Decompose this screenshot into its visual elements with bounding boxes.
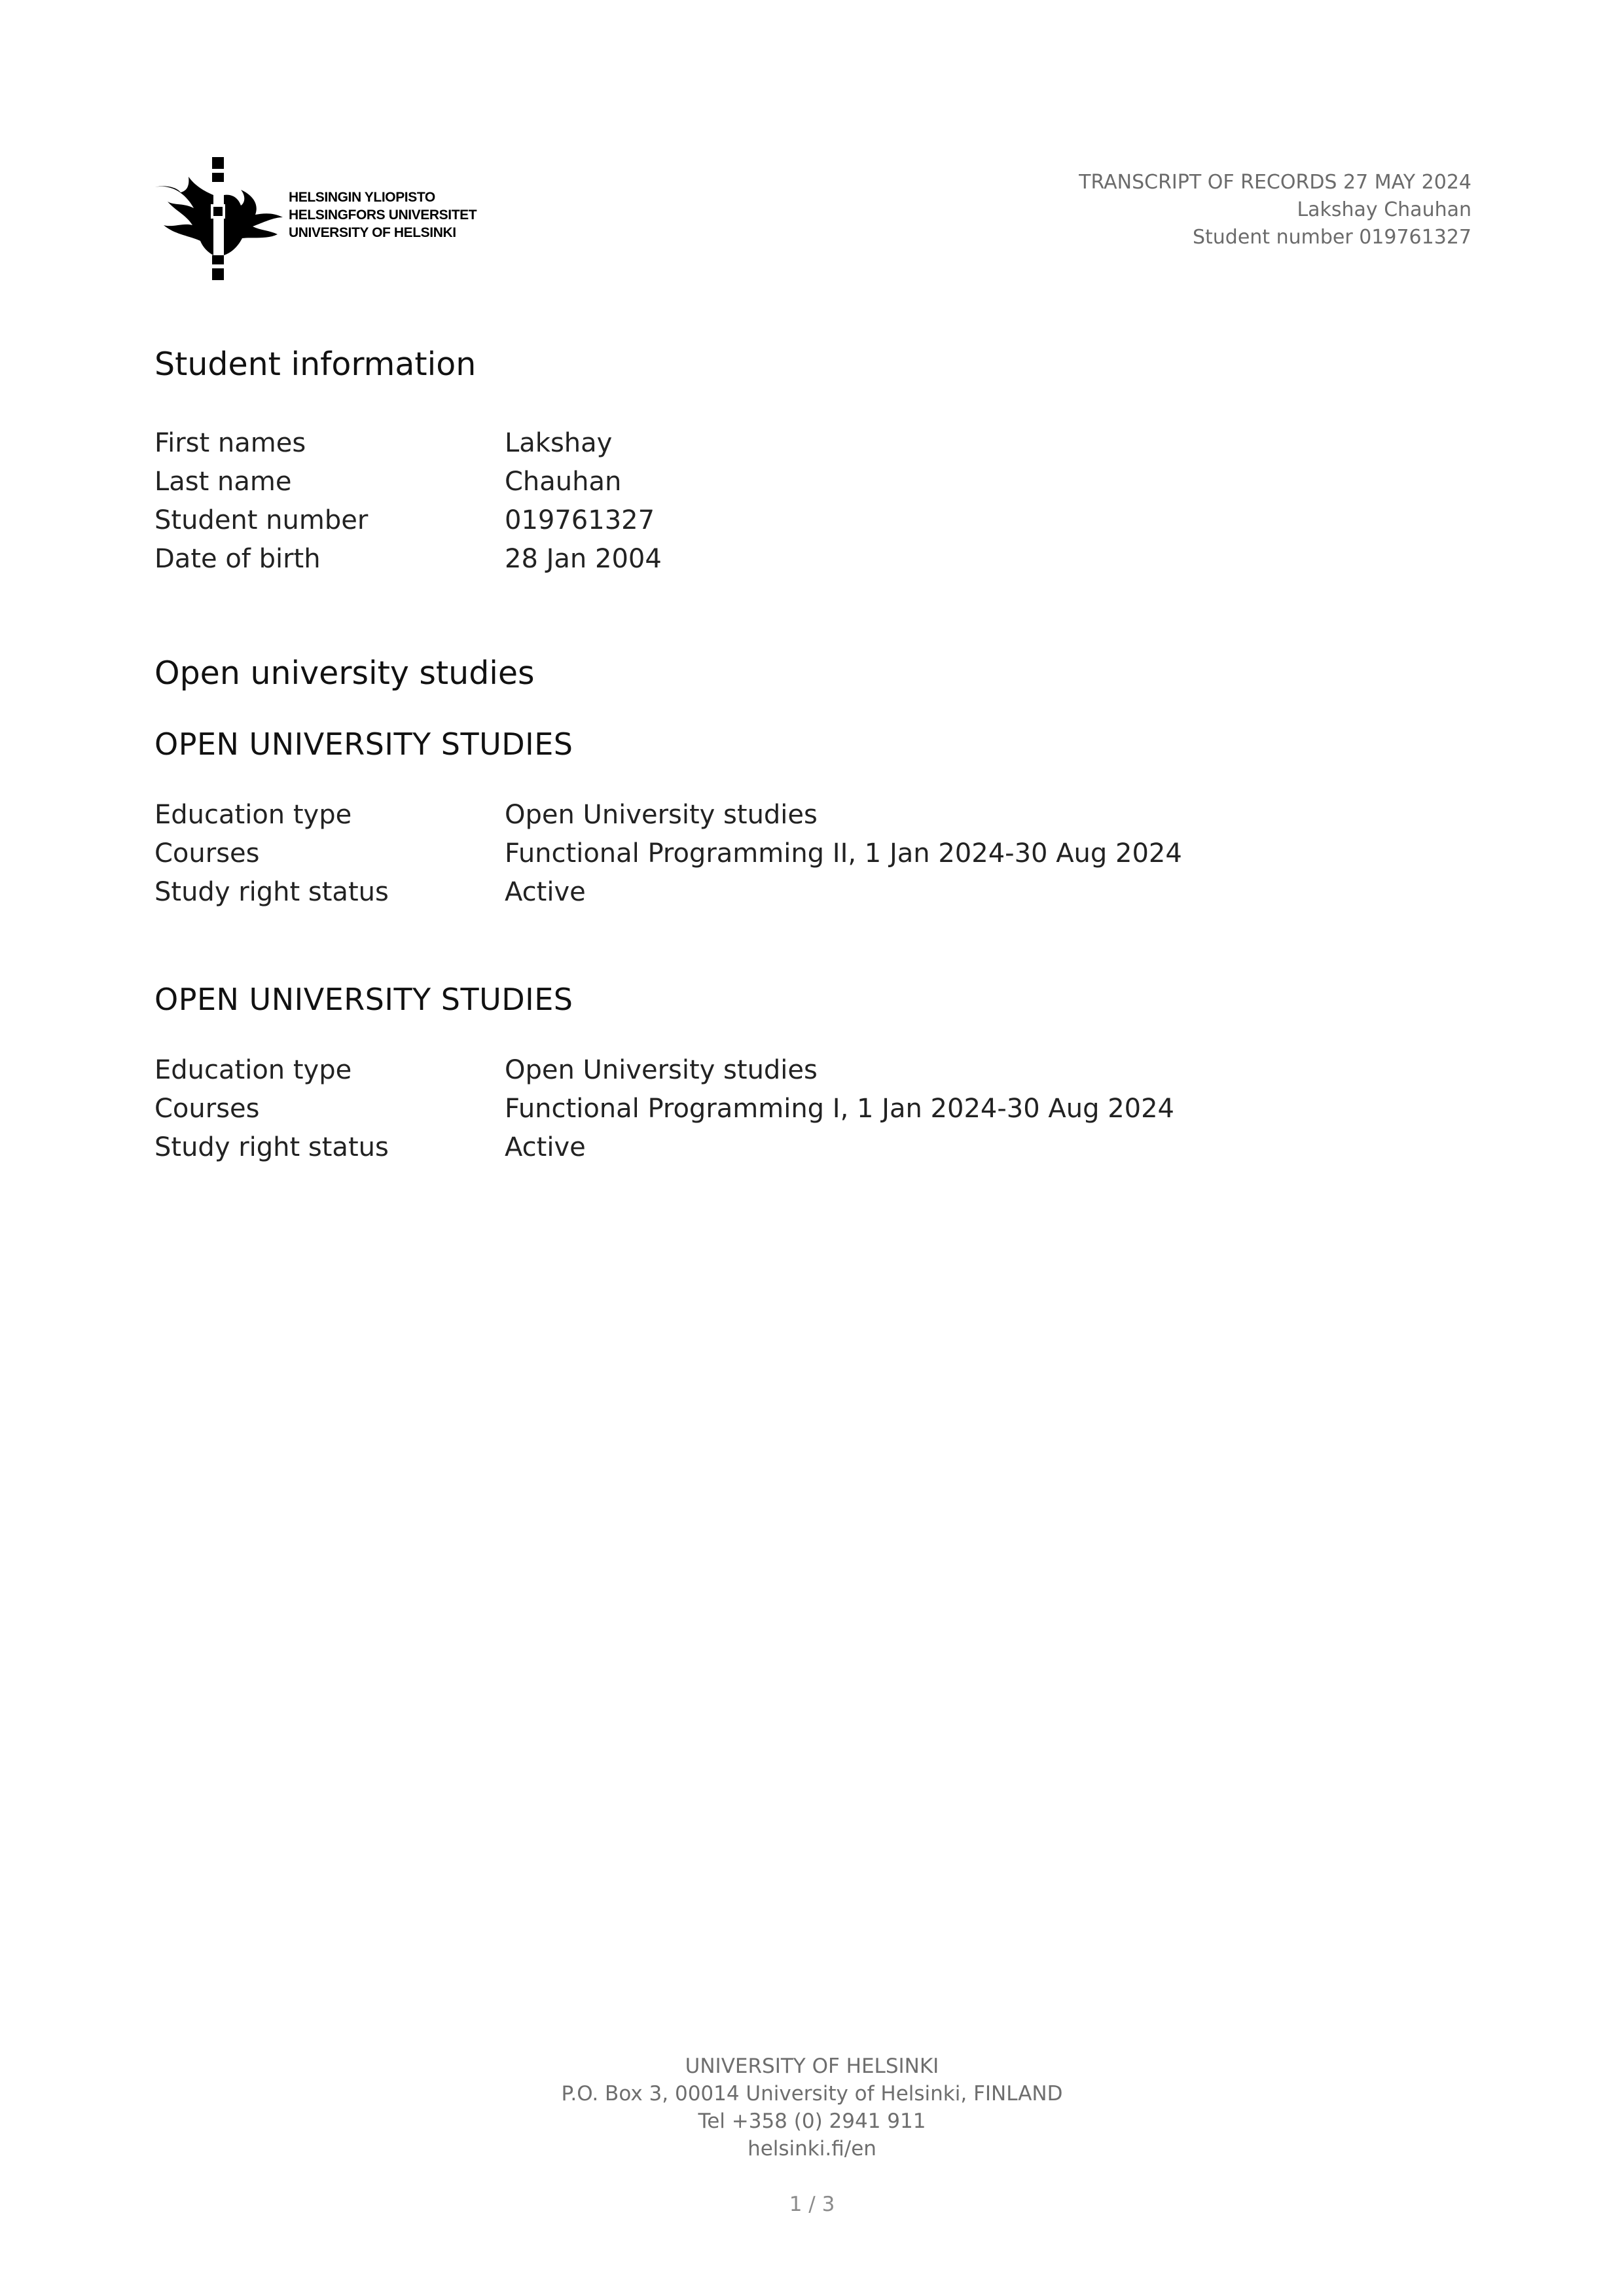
study-label: Education type	[154, 1055, 352, 1085]
study-row-status	[154, 873, 1182, 912]
study-row-courses	[154, 834, 1182, 873]
study-label: Education type	[154, 800, 352, 830]
header-student-name: Lakshay Chauhan	[1297, 198, 1471, 221]
study-value: Open University studies	[505, 800, 818, 830]
info-label: Student number	[154, 505, 369, 535]
info-value: 28 Jan 2004	[505, 544, 662, 574]
info-value: 019761327	[505, 505, 655, 535]
footer-phone: Tel +358 (0) 2941 911	[698, 2109, 926, 2133]
page-number: 1 / 3	[789, 2193, 835, 2216]
document-header-meta	[1079, 169, 1471, 251]
study-value: Functional Programming II, 1 Jan 2024-30 Aug 2024	[505, 838, 1182, 869]
footer-address: P.O. Box 3, 00014 University of Helsinki, FINLAND	[561, 2082, 1063, 2106]
study-label: Courses	[154, 1094, 260, 1124]
info-label: Last name	[154, 467, 292, 497]
study-right-title: OPEN UNIVERSITY STUDIES	[154, 982, 573, 1017]
info-label: Date of birth	[154, 544, 321, 574]
info-value: Chauhan	[505, 467, 622, 497]
study-row-education-type	[154, 796, 1182, 834]
footer-website-link[interactable]: helsinki.fi/en	[748, 2137, 876, 2161]
study-label: Study right status	[154, 1132, 389, 1162]
logo-line-swedish: HELSINGFORS UNIVERSITET	[289, 207, 477, 223]
study-label: Courses	[154, 838, 260, 869]
info-row-date-of-birth	[154, 540, 662, 579]
study-value: Open University studies	[505, 1055, 818, 1085]
document-footer	[0, 2053, 1624, 2162]
open-university-heading: Open university studies	[154, 655, 535, 692]
info-label: First names	[154, 428, 306, 458]
study-value: Active	[505, 877, 586, 907]
study-label: Study right status	[154, 877, 389, 907]
university-flame-logo-icon	[154, 157, 285, 281]
info-row-first-names	[154, 424, 662, 463]
study-right-table	[154, 796, 1182, 912]
header-student-number: Student number 019761327	[1192, 226, 1471, 249]
info-value: Lakshay	[505, 428, 613, 458]
study-row-status	[154, 1128, 1174, 1167]
student-information-heading: Student information	[154, 346, 477, 383]
logo-line-english: UNIVERSITY OF HELSINKI	[289, 225, 456, 240]
study-value: Active	[505, 1132, 586, 1162]
logo-line-finnish: HELSINGIN YLIOPISTO	[289, 190, 435, 205]
info-row-student-number	[154, 501, 662, 540]
study-row-education-type	[154, 1051, 1174, 1090]
transcript-title-date: TRANSCRIPT OF RECORDS 27 MAY 2024	[1079, 171, 1471, 194]
study-right-title: OPEN UNIVERSITY STUDIES	[154, 726, 573, 762]
study-right-table	[154, 1051, 1174, 1167]
footer-university-name: UNIVERSITY OF HELSINKI	[685, 2054, 939, 2078]
study-row-courses	[154, 1090, 1174, 1128]
info-row-last-name	[154, 463, 662, 501]
study-value: Functional Programming I, 1 Jan 2024-30 Aug 2024	[505, 1094, 1175, 1124]
student-information-table	[154, 424, 662, 579]
university-logo	[154, 157, 495, 281]
logo-wordmark	[289, 188, 477, 242]
